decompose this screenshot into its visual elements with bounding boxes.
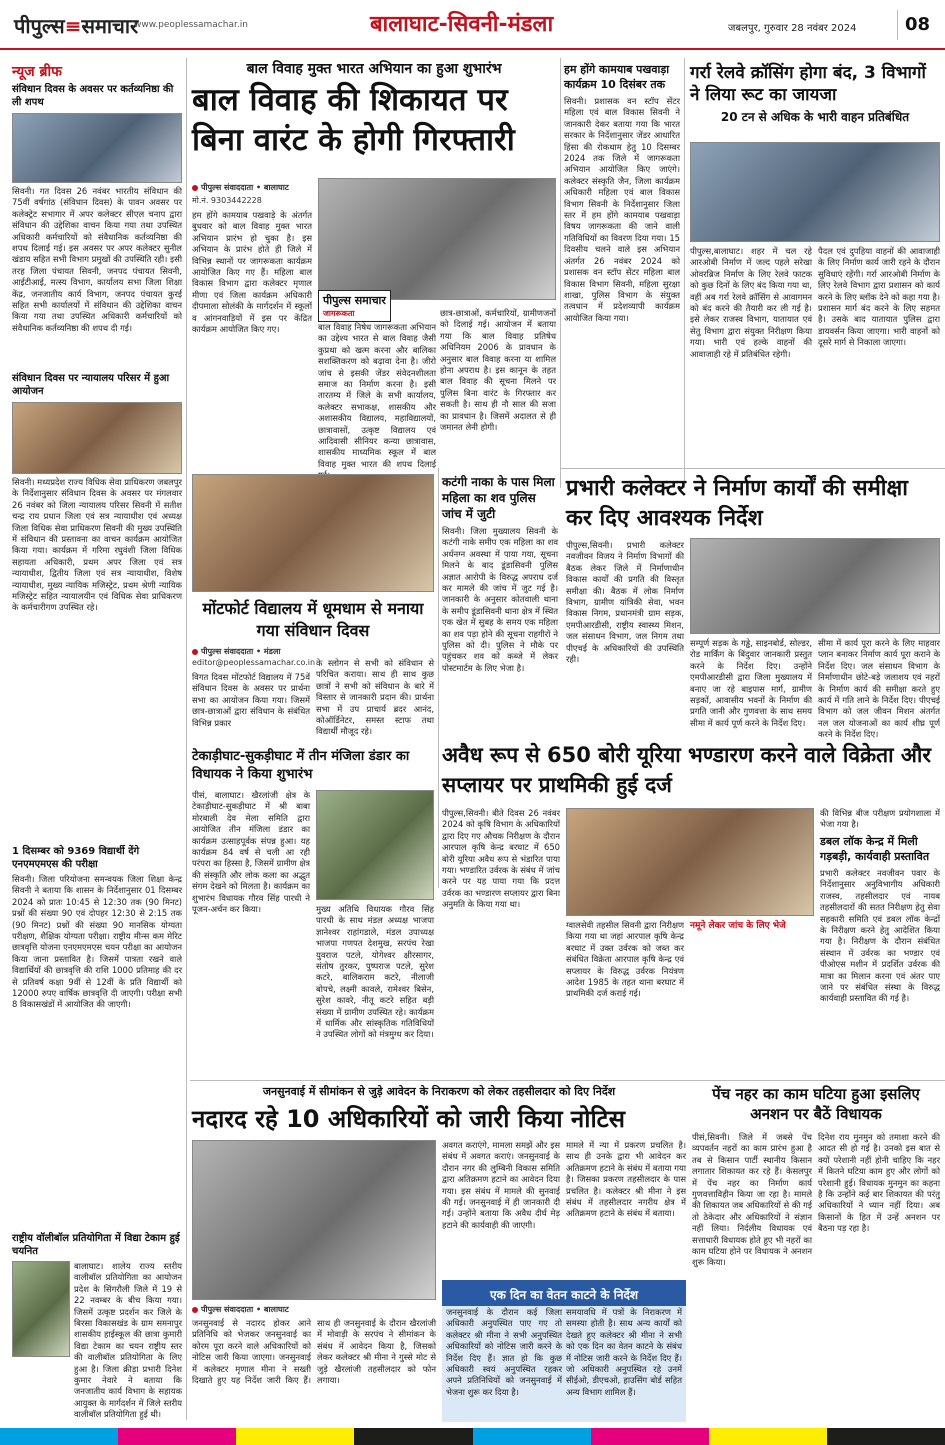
edition-title: बालाघाट-सिवनी-मंडला <box>370 12 554 37</box>
brief-1-title[interactable]: संविधान दिवस के अवसर पर कर्तव्यनिष्ठा की ली शपथ <box>12 84 174 108</box>
site-url[interactable]: www.peoplessamachar.in <box>134 20 248 30</box>
lead-kicker: बाल विवाह मुक्त भारत अभियान का हुआ शुभारंभ <box>246 61 502 77</box>
urea-body-d: प्रभारी कलेक्टर नवजीवन पवार के निर्देशानुसार अनुविभागीय अधिकारी राजस्व, तहसीलदार एवं नायब तहसीलदारों की सतत निरीक्षण हेतु सेवा सहकारी समिति एवं डबल लॉक केन्द्रों के निरीक्षण करने हेतु आदेशित किया गया है। निरीक्षण के दौरान संबंधित संस्थान में उर्वरक का भण्डार एवं पीओएस मशीन में प्रदर्शित उर्वरक की मात्रा का मिलान करना एवं अंतर पाए जाने पर संबंधित संस्था के विरुद्ध कार्यवाही प्रस्तावित की गई है। <box>820 868 940 1004</box>
montfort-body-a: विगत दिवस मोंटफोर्ट विद्यालय में 75वें संविधान दिवस के अवसर पर प्रार्थना सभा का आयोजन किया गया। जिसमें छात्र-छात्राओं द्वारा संविधान के संबंधित विभिन्न प्रकार <box>192 672 310 728</box>
tekadi-body-a: पीसं, बालाघाट। खैरलांजी क्षेत्र के टेकाड़ीघाट-सुकड़ीघाट में श्री बाबा मोरबाली देव मेला समिति द्वारा आयोजित तीन मंजिला डंडार का कार्यक्रम उत्साहपूर्वक संपन्न हुआ। यह कार्यक्रम 84 वर्ष से चली आ रही परंपरा का हिस्सा है, जिसमें ग्रामीण क्षेत्र की संस्कृति और लोक कला का अद्भुत संगम देखने को मिलता है। कार्यक्रम का शुभारंभ विधायक गौरव सिंह पारधी ने पूजन-अर्चन कर किया। <box>192 790 310 915</box>
nahar-body-a: पीसं,सिवनी। जिले में जबसे पेंच व्यपवर्तन नहरों का काम प्रारंभ हुआ है तब से किसान पार्टी स्थानीय किसान लगातार शिकायत कर रहे हैं। केसलपुर में पेंच नहर का निर्माण कार्य गुणवत्ताविहीन किया जा रहा है। मामले की शिकायत जब अधिकारियों से की गई तो ठेकेदार और अधिकारियों ने संज्ञान नहीं लिया। निर्दलीय विधायक एवं सत्ताधारी विधायक होते हुए भी नहरों का काम घटिया होने पर विधायक ने अनशन शुरू किया। <box>692 1132 812 1268</box>
urea-photo <box>566 808 814 916</box>
brand-right: समाचार <box>81 14 139 38</box>
katangi-headline[interactable]: कटंगी नाका के पास मिला महिला का शव पुलिस जांच में जुटी <box>442 475 555 521</box>
bullet-icon <box>192 1307 198 1313</box>
montfort-headline[interactable]: मोंटफोर्ट विद्यालय में धूमधाम से मनाया गया संविधान दिवस <box>202 599 424 640</box>
collector-story <box>566 474 940 740</box>
bullet-icon <box>192 649 198 655</box>
urea-subtitle: डबल लॉक केन्द्र में मिली गड़बड़ी, कार्यवाही प्रस्तावित <box>820 835 930 863</box>
color-swatch <box>354 1428 472 1445</box>
collector-headline[interactable]: प्रभारी कलेक्टर ने निर्माण कार्यों की समीक्षा कर दिए आवश्यक निर्देश <box>566 476 908 531</box>
brief-2-title[interactable]: संविधान दिवस पर न्यायालय परिसर में हुआ आयोजन <box>12 373 170 397</box>
brief-4-photo <box>12 1261 70 1357</box>
notice-box-b: समयावधि में पत्रों के निराकरण में समस्या होती है। साथ अन्य कार्यों को देखते हुए कलेक्टर श्री मीना ने सभी को एक दिन का वेतन काटने के संबंध में नोटिस जारी करने के निर्देश दिए हैं। जो अधिकारी अनुपस्थित रहे उनमें सीईओ, डीएचओ, हाउसिंग बोर्ड सहित अन्य विभाग शामिल हैं। <box>566 1307 682 1397</box>
color-swatch <box>118 1428 236 1445</box>
garra-body-b: पैदल एवं दुपहिया वाहनों की आवाजाही के लिए निर्माण कार्य जारी रहने के दौरान सुविधाएं रहेंगी। गर्रा आरओबी निर्माण के लिए रेलवे विभाग द्वारा प्रशासन को कार्य करने के लिए ब्लॉक देने को कहा गया है। प्रशासन मार्ग बंद करने के लिए सहमत है। उसके बाद यातायात पुलिस द्वारा डायवर्सन किया जाएगा। भारी वाहनों को दूसरे मार्ग से निकाला जाएगा। <box>818 246 941 348</box>
garra-headline[interactable]: गर्रा रेलवे क्रॉसिंग होगा बंद, 3 विभागों ने लिया रूट का जायजा <box>690 63 926 105</box>
news-brief-column <box>12 62 182 1422</box>
lead-headline[interactable]: बाल विवाह की शिकायत पर बिना वारंट के होगी गिरफ्तारी <box>192 82 515 158</box>
kamyab-body: सिवनी। प्रशासक वन स्टॉप सेंटर महिला एवं बाल विकास सिवनी ने जानकारी देकर बताया गया कि भारत सरकार के निर्देशानुसार जेंडर आधारित हिंसा की रोकथाम हेतु 10 दिसम्बर 2024 तक जिले में जागरूकता अभियान आयोजित किए जाएंगे। कलेक्टर संस्कृति जैन, जिला कार्यक्रम अधिकारी महिला एवं बाल विकास विभाग सिवनी के निर्देशानुसार जिला स्तर में हम होंगे कामयाब पखवाड़ा विषय जागरूकता की जाने वाली गतिविधियों का विवरण दिया गया। 15 दिवसीय चलने वाले इस अभियान अंतर्गत 26 नवंबर 2024 को प्रशासक वन स्टॉप सेंटर महिला बाल विकास विभाग सिवनी, महिला सुरक्षा शाखा, पुलिस विभाग के संयुक्त तत्वधान में प्रदेशव्यापी कार्यक्रम आयोजित किया गया। <box>564 96 680 323</box>
brief-2-body: सिवनी। मध्यप्रदेश राज्य विधिक सेवा प्राधिकरण जबलपुर के निर्देशानुसार संविधान दिवस के अवसर पर मंगलवार 26 नवंबर को जिला न्यायालय परिसर सिवनी में सतीश चन्द्र राय प्रधान जिला एवं सत्र न्यायाधीश एवं अध्यक्ष जिला विधिक सेवा प्राधिकरण सिवनी की मुख्य उपस्थिति में संविधान की प्रस्तावना का वाचन कार्यक्रम आयोजित किया गया। कार्यक्रम में गरिमा रघुवंशी जिला विधिक सहायता अधिकारी, प्रथम अपर जिला एवं सत्र न्यायाधीश, द्वितीय जिला एवं सत्र न्यायाधीश, विशेष न्यायाधीश, मुख्य न्यायिक मजिस्ट्रेट, प्रथम श्रेणी न्यायिक मजिस्ट्रेट सहित न्यायालयीन एवं विधिक सेवा प्राधिकरण के कर्मचारीगण उपस्थित रहे। <box>12 477 182 613</box>
nahar-story <box>692 1084 940 1424</box>
collector-body-b: सम्पूर्ण सड़क के गड्ढे, साइनबोर्ड, सोल्डर, रोड मार्किंग के बिंदुवार जानकारी प्रस्तुत करने के निर्देश दिए। उन्होंने एमपीआरडीसी द्वारा जिला मुख्यालय में बनाए जा रहे बाइपास मार्ग, ग्रामीण सड़कों, आवासीय भवनों के निर्माण की प्रगति जानी और गुणवत्ता के साथ समय सीमा में कार्य पूर्ण करने के निर्देश दिए। <box>690 638 812 728</box>
bullet-icon <box>192 185 198 191</box>
column-rule <box>438 468 439 888</box>
page-number: 08 <box>897 10 937 40</box>
lead-phone: मो.नं. 9303442228 <box>192 196 262 205</box>
brand-logo[interactable] <box>14 12 138 39</box>
urea-body-a: पीपुल्स,सिवनी। बीते दिवस 26 नवंबर 2024 को कृषि विभाग के अधिकारियों द्वारा दिए गए औचक निरीक्षण के दौरान आरपाल कृषि केन्द्र बरघाट में 650 बोरी यूरिया अवैध रूप से भंडारित पाया गया। भण्डारित उर्वरक के संबंध में जांच करने पर यह पाया गया कि प्रदत्त उर्वरक का भण्डारण सप्लायर द्वारा बिना अनुमति के किया गया था। <box>442 808 560 910</box>
print-color-bar <box>0 1428 945 1445</box>
lead-body-c: छात्र-छात्राओं, कर्मचारियों, ग्रामीणजनों को दिलाई गई। आयोजन में बताया गया कि बाल विवाह प्रतिषेध अधिनियम 2006 के प्रावधान के अनुसार बाल विवाह करना या शामिल होना अपराध है। इस कानून के तहत बाल विवाह की सूचना मिलने पर पुलिस बिना वारंट के गिरफ्तार कर सकती है। साथ ही नौ साल की सजा का प्रावधान है। जिसमें अदालत से ही जमानत लेनी होगी। <box>440 308 556 433</box>
brand-separator: ≡ <box>64 14 82 38</box>
column-rule <box>186 58 187 1420</box>
garra-story <box>690 62 940 472</box>
notice-kicker: जनसुनवाई में सीमांकन से जुड़े आवेदन के निराकरण को लेकर तहसीलदार को दिए निर्देश <box>262 1085 616 1098</box>
collector-body-a: पीपुल्स,सिवनी। प्रभारी कलेक्टर नवजीवन विजय ने निर्माण विभागों की बैठक लेकर जिले में निर्माणाधीन विकास कार्यों की प्रगति की विस्तृत समीक्षा की। बैठक में लोक निर्माण विभाग, ग्रामीण यांत्रिकी सेवा, भवन विकास निगम, प्रधानमंत्री ग्राम सड़क, एमपीआरडीसी, राष्ट्रीय स्वास्थ्य मिशन, जल संसाधन विभाग, जल निगम तथा पीएचई के अधिकारियों की उपस्थिति रही। <box>566 540 684 665</box>
urea-story <box>442 740 940 1080</box>
urea-headline[interactable]: अवैध रूप से 650 बोरी यूरिया भण्डारण करने वाले विक्रेता और सप्लायर पर प्राथमिकी हुई दर्ज <box>442 743 931 797</box>
montfort-body-b: के स्लोगन से सभी को संविधान से परिचित कराया। साथ ही साथ कुछ छात्रों ने सभी को संविधान के बारे में विस्तार से जानकारी प्रदान की। प्रार्थना सभा में उप प्राचार्य ब्रदर आनंद, कोऑर्डिनेटर, समस्त स्टाफ तथा विद्यार्थी मौजूद रहे। <box>316 658 434 737</box>
color-swatch <box>827 1428 945 1445</box>
garra-body-a: पीपुल्स,बालाघाट। शहर में चल रहे आरओबी निर्माण में जल्द पहले सरेखा ओवरब्रिज निर्माण के लिए रेलवे फाटक को कुछ दिनों के लिए बंद किया गया था, वहीं अब गर्रा रेलवे क्रॉसिंग से आवागमन को बंद करने की तैयारी कर ली गई है। इसे लेकर राजस्व विभाग, यातायात एवं सेतु विभाग द्वारा संयुक्त निरीक्षण किया गया। भारी एवं हल्के वाहनों की आवाजाही रहे में प्रतिबंधित रहेगी। <box>690 246 812 359</box>
lead-photo <box>318 178 556 300</box>
lead-logo-tag: जागरूकता <box>323 309 355 318</box>
notice-box-title: एक दिन का वेतन काटने के निर्देश <box>442 1283 686 1306</box>
montfort-byline: पीपुल्स संवाददाता • मंडला <box>192 646 280 657</box>
column-rule <box>560 58 561 488</box>
notice-photo <box>192 1140 436 1300</box>
brief-4-body: बालाघाट। शालेय राज्य स्तरीय वालीबॉल प्रतियोगिता का आयोजन प्रदेश के सिंगरौली जिले में 19 से 22 नवम्बर के बीच किया गया। जिसमें उत्कृष्ट प्रदर्शन कर जिले के बिरसा विकासखंड के ग्राम समनापुर शासकीय हाईस्कूल की छात्रा कुमारी विद्या टेकाम का चयन राष्ट्रीय स्तर की वालीबॉल प्रतियोगिता के लिए हुआ है। जिला क्रीड़ा प्रभारी दिनेश कुमार नेवारे ने बताया कि जनजातीय कार्य विभाग के सहायक आयुक्त के मार्गदर्शन में जिले स्तरीय वालीबॉल प्रतियोगिता हुई थी। <box>74 1261 182 1420</box>
column-rule <box>684 58 685 488</box>
color-swatch <box>591 1428 709 1445</box>
collector-photo <box>690 538 940 634</box>
kamyab-story <box>564 62 680 472</box>
tekadi-photo <box>316 790 434 900</box>
color-swatch <box>473 1428 591 1445</box>
notice-headline[interactable]: नदारद रहे 10 अधिकारियों को जारी किया नोटिस <box>192 1105 625 1133</box>
garra-photo <box>690 142 940 242</box>
color-swatch <box>709 1428 827 1445</box>
lead-logo-main: पीपुल्स समाचार <box>323 294 386 307</box>
urea-caption: नमूने लेकर जांच के लिए भेजे <box>690 921 786 931</box>
urea-body-b: ग्वालसेवी तहसील सिवनी द्वारा निरीक्षण किया गया था जहां आरपाल कृषि केन्द्र बरघाट में उक्त उर्वरक को जब्त कर संबंधित विक्रेता आरपाल कृषि केन्द्र एवं सप्लायर के विरुद्ध उर्वरक नियंत्रण आदेश 1985 के तहत थाना बरघाट में प्राथमिकी दर्ज कराई गई। <box>566 920 684 999</box>
kamyab-headline[interactable]: हम होंगे कामयाब पखवाड़ा कार्यक्रम 10 दिसंबर तक <box>564 63 670 91</box>
collector-body-c: सीमा में कार्य पूरा करने के लिए माहवार प्लान बनाकर निर्माण कार्य पूरा कराने के निर्देश दिए। जल संसाधन विभाग के निर्माणाधीन छोटे-बड़े जलाशय एवं नहरों के निर्माण कार्य की समीक्षा करते हुए कार्य में गति लाने के निर्देश दिए। पीएचई विभाग को जल जीवन मिशन अंतर्गत नल जल योजनाओं का कार्य शीघ्र पूर्ण करने के निर्देश दिए। <box>818 638 940 740</box>
section-rule <box>190 1080 945 1081</box>
katangi-body: सिवनी। जिला मुख्यालय सिवनी के कटंगी नाके समीप एक महिला का शव अर्धनग्न अवस्था में पाया गया, सूचना मिलने के बाद डूंडासिवनी पुलिस अज्ञात आरोपी के विरुद्ध अपराध दर्ज कर मामले की जांच में जुट गई है। जानकारी के अनुसार कोतवाली थाना के समीप डूंडासिवनी थाना क्षेत्र में स्थित एक खेत में सुबह के समय एक महिला का शव पड़ा होने की सूचना राहगीरों ने पुलिस को दी। पुलिस ने मौके पर पहुंचकर शव को कब्जे में लेकर पोस्टमार्टम के लिए भेजा है। <box>442 526 558 673</box>
masthead <box>0 0 945 50</box>
montfort-story <box>192 474 434 744</box>
brief-3-title[interactable]: 1 दिसम्बर को 9369 विद्यार्थी देंगे एनएमएमएस की परीक्षा <box>12 846 140 870</box>
notice-box-a: जनसुनवाई के दौरान कई जिला अधिकारी अनुपस्थित पाए गए तो कलेक्टर श्री मीना ने सभी अनुपस्थित अधिकारियों को नोटिस जारी करने के निर्देश दिए हैं। ज्ञात हो कि कुछ अधिकारी स्वयं अनुपस्थित रहकर अपने प्रतिनिधियों को जनसुनवाई में भेजना शुरू कर दिया है। <box>446 1307 562 1397</box>
notice-body-c: मामले में न्या में प्रकरण प्रचलित है। साथ ही उनके द्वारा भी आवेदन कर अतिक्रमण हटाने के संबंध में बताया गया है। जिसका प्रकरण तहसीलदार के पास प्रचलित है। कलेक्टर श्री मीना ने इस संबंध में तहसीलदार नगरीय क्षेत्र में अतिक्रमण हटाने के संबंध में बताया। <box>566 1140 686 1219</box>
lead-body-a: हम होंगे कामयाब पखवाड़े के अंतर्गत बुधवार को बाल विवाह मुक्त भारत अभियान प्रारंभ हो चुका है। इस अभियान के प्रारंभ होते ही जिले में विभिन्न स्थानों पर जागरूकता कार्यक्रम आयोजित किए गए हैं। महिला बाल विकास विभाग द्वारा कलेक्टर मृणाल मीणा एवं जिला कार्यक्रम अधिकारी दीपमाला सोलंकी के मार्गदर्शन में स्कूलों व आंगनवाड़ियों में इस पर केंद्रित कार्यक्रम आयोजित किए गए। <box>192 210 312 335</box>
urea-body-c: की विभिन्न बीज परीक्षण प्रयोगशाला में भेजा गया है। <box>820 808 940 830</box>
notice-byline: पीपुल्स संवाददाता • बालाघाट <box>192 1304 289 1315</box>
notice-sidebar-box <box>442 1280 686 1422</box>
color-swatch <box>236 1428 354 1445</box>
brief-1-body: सिवनी। गत दिवस 26 नवंबर भारतीय संविधान की 75वीं वर्षगांठ (संविधान दिवस) के पावन अवसर पर कलेक्ट्रेट सभागार में अपर कलेक्टर सीएल चनाप द्वारा संविधान की उद्देशिका वाचन किया गया तथा उपस्थित अधिकारी कर्मचारियों को संवैधानिक कर्तव्यनिष्ठा की शपथ दिलाई गई। इस अवसर पर अपर कलेक्टर सुनील खंडाय सहित सभी विभाग प्रमुखों की उपस्थिति रही। इसी तरह जिला पंचायत सिवनी, जनपद पंचायत सिवनी, आईटीआई, मत्स्य विभाग, कार्यालय सभा जिला शिक्षा केंद्र, जनजातीय कार्य विभाग, जनपद पंचायत कुरई सहित सभी कार्यालयों में संविधान की उद्देशिका वाचन किया गया तथा उपस्थित अधिकारी कर्मचारियों को संवैधानिक कर्तव्यनिष्ठा की शपथ दी गई। <box>12 186 182 333</box>
section-label: न्यूज ब्रीफ <box>12 64 62 80</box>
notice-body-b: अवगत कराएंगे, मामला समझें और इस संबंध में अवगत कराएं। जनसुनवाई के दौरान नगर की लुम्बिनी विकास समिति द्वारा अतिक्रमण हटाने का आवेदन दिया गया। इस संबंध में मामले की सुनवाई की गई। जनसुनवाई में ही जानकारी दी गई। उन्होंने बताया कि अवैध दीर्घ मेड़ हटाने की कार्यवाही की जाएगी। <box>442 1140 560 1230</box>
color-swatch <box>0 1428 118 1445</box>
lead-story <box>192 60 556 470</box>
tekadi-headline[interactable]: टेकाड़ीघाट-सुकड़ीघाट में तीन मंजिला डंडार का विधायक ने किया शुभारंभ <box>192 749 410 782</box>
montfort-email[interactable]: editor@peoplessamachar.co.in <box>192 658 316 667</box>
brief-1-photo <box>12 113 182 183</box>
notice-story <box>192 1084 686 1424</box>
nahar-body-b: दिनेश राय मुनमुन को तमाशा करने की आदत सी हो गई है। उनको इस बात से क्यों परेशानी नहीं होनी चाहिए कि नहर में कितने घटिया काम हुए और लोगों को परेशानी हुई। विधायक मुनमुन का कहना है कि उन्होंने कई बार शिकायत की परंतु अधिकारियों ने ध्यान नहीं दिया। अब किसानों के हित में उन्हें अनशन पर बैठना पड़ रहा है। <box>818 1132 940 1234</box>
lead-byline-block <box>192 182 312 206</box>
brief-4-wrap <box>12 1261 182 1420</box>
tekadi-body-b: मुख्य अतिथि विधायक गौरव सिंह पारधी के साथ मंडल अध्यक्ष भाजपा ज्ञानेश्वर राहांगडाले, मंडल उपाध्यक्ष भाजपा गणपत देशमुख, सरपंच रेखा युवराज पटले, योगेश्वर क्षीरसागर, संतोष तुरकर, पुष्पराज पटले, सुरेश कटरे, बालिकराम कटरे, नीलाजी बोपचे, लक्ष्मी कावले, रामेश्वर बिसेन, सुरेश कावरे, नीतू कटरे सहित बड़ी संख्या में ग्रामीण उपस्थित रहे। कार्यक्रम में धार्मिक और सांस्कृतिक गतिविधियों ने उपस्थित लोगों को मंत्रमुग्ध कर दिया। <box>316 904 434 1040</box>
lead-byline: पीपुल्स संवाददाता • बालाघाट <box>192 182 312 193</box>
brief-2-photo <box>12 402 182 474</box>
lead-body-b: बाल विवाह निषेध जागरूकता अभियान का उद्देश्य भारत से बाल विवाह जैसी कुप्रथा को खत्म करना और बालिका सशक्तिकरण को बढ़ावा देना है। जीरो जांच से इसकी जेंडर संवेदनशीलता समाज का निर्माण करना है। इसी तारतम्य में जिले के सभी कार्यालय, कलेक्टर सभाकक्ष, शासकीय और अशासकीय विद्यालय, महाविद्यालयों, छात्रावासों, उत्कृष्ट विद्यालय एवं आदिवासी सीनियर कन्या छात्रावास, शासकीय माध्यमिक स्कूल में बाल विवाह मुक्त भारत की शपथ दिलाई <box>318 322 436 469</box>
brief-4-title[interactable]: राष्ट्रीय वॉलीबॉल प्रतियोगिता में विद्या टेकाम हुई चयनित <box>12 1233 180 1257</box>
garra-subhead: 20 टन से अधिक के भारी वाहन प्रतिबंधित <box>720 110 910 124</box>
lead-logo <box>318 290 391 322</box>
nahar-headline[interactable]: पेंच नहर का काम घटिया हुआ इसलिए अनशन पर बैठें विधायक <box>712 1085 920 1123</box>
dateline: जबलपुर, गुरुवार 28 नवंबर 2024 <box>728 23 857 34</box>
brand-left: पीपुल्स <box>14 14 65 38</box>
montfort-photo <box>192 474 434 592</box>
tekadi-story <box>192 748 434 1078</box>
notice-body-a: जनसुनवाई से नदारद होकर आने प्रतिनिधि को भेजकर जनसुनवाई का कोरम पूरा करने वाले अधिकारियों को नोटिस जारी किया जाएगा। जनसुनवाई में कलेक्टर मृणाल मीना ने सख्ती दिखाते हुए यह निर्देश जारी किए हैं। साथ ही जनसुनवाई के दौरान खैरलांजी में मोवाड़ी के सरपंच ने सीमांकन के संबंध में आवेदन किया है, जिसको लेकर कलेक्टर श्री मीना ने गुस्से मोट से जुड़े खैरलांजी तहसीलदार को फोन लगाया। <box>192 1318 436 1386</box>
brief-3-body: सिवनी। जिला परियोजना समन्वयक जिला शिक्षा केन्द्र सिवनी ने बताया कि शासन के निर्देशानुसार 01 दिसम्बर 2024 को प्रातः 10:45 से 12:30 तक (90 मिनट) प्रश्नों की संख्या 90 एवं दोपहर 12:30 से 2:15 तक (90 मिनट) प्रश्नों की संख्या 90 मानसिक योग्यता परीक्षण, शैक्षिक योग्यता परीक्षा। राष्ट्रीय मीन्स कम मेरिट छात्रवृत्ति योजना एनएमएमएस चयन परीक्षा का आयोजन किया जाना प्रस्तावित है। जिसमें पात्रता रखने वाले विद्यार्थियों की छात्रवृत्ति की राशि 1000 प्रतिमाह की दर से प्रतिवर्ष कक्षा 9वीं से 12वीं के प्रति विद्यार्थी को 12000 रुपए वार्षिक छात्रवृत्ति दी जाएगी। परीक्षा सभी 8 विकासखंडों में आयोजित की जाएगी। <box>12 874 182 1010</box>
